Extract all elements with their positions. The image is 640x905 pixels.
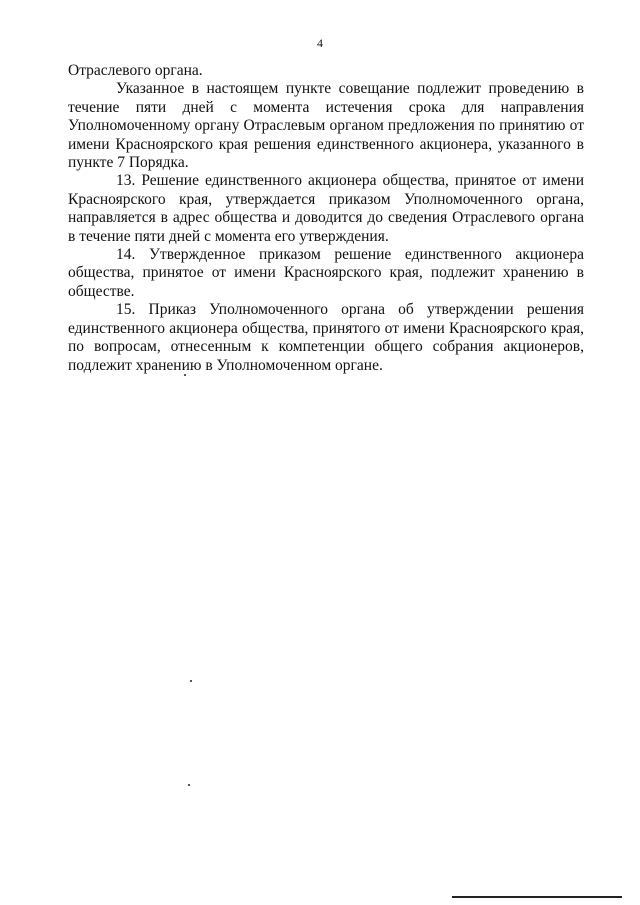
scan-artifact-dot bbox=[190, 680, 192, 682]
scan-artifact-dot bbox=[184, 374, 186, 376]
paragraph-item-14: 14. Утвержденное приказом решение единственного акционера общества, принятое от имени Красноярского края, подлежит хранению в обществе. bbox=[68, 246, 584, 300]
paragraph-item-13: 13. Решение единственного акционера общества, принятое от имени Красноярского края, утверждается приказом Уполномоченного органа, направляется в адрес общества и доводится до сведения Отраслевого органа в течение пяти дней с момента его утверждения. bbox=[68, 172, 584, 245]
paragraph-item-15: 15. Приказ Уполномоченного органа об утверждении решения единственного акционера общества, принятого от имени Красноярского края, по вопросам, отнесенным к компетенции общего собрания акционеров, подлежит хранению в Уполномоченном органе. bbox=[68, 301, 584, 374]
page-number: 4 bbox=[317, 36, 323, 50]
scan-artifact-line bbox=[452, 896, 622, 898]
paragraph-continuation: Отраслевого органа. bbox=[68, 62, 203, 79]
paragraph-meeting-deadline: Указанное в настоящем пункте совещание подлежит проведению в течение пяти дней с момента истечения срока для направления Уполномоченному органу Отраслевым органом предложения по принятию от имени Красноярского края решения единственного акционера, указанного в пункте 7 Порядка. bbox=[68, 80, 584, 172]
document-body bbox=[68, 62, 584, 375]
scan-artifact-dot bbox=[188, 784, 190, 786]
